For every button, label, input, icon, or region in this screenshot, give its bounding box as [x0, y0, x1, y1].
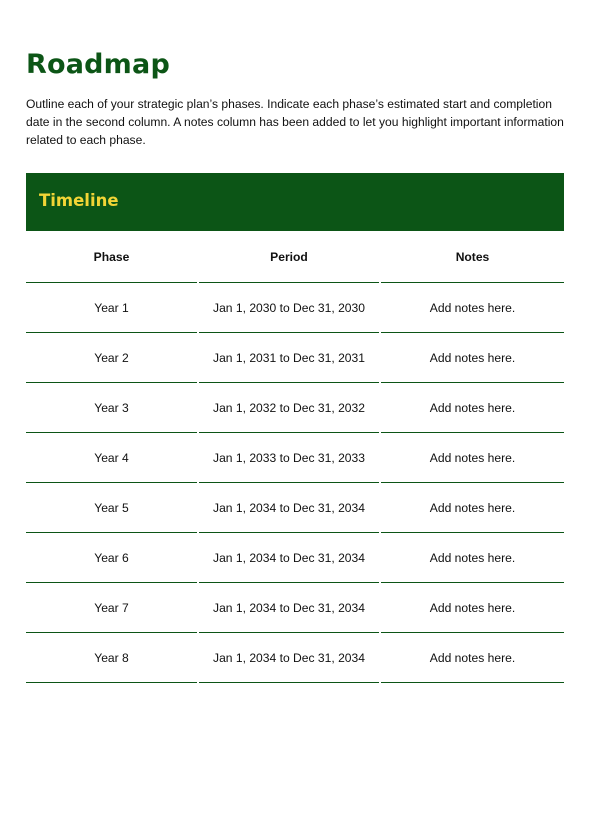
- column-header-phase: Phase: [93, 249, 130, 264]
- period-cell: Jan 1, 2034 to Dec 31, 2034: [198, 533, 380, 583]
- phase-cell: Year 8: [26, 633, 198, 683]
- notes-cell: Add notes here.: [380, 433, 564, 483]
- timeline-title: Timeline: [39, 191, 119, 210]
- period-cell: Jan 1, 2034 to Dec 31, 2034: [198, 483, 380, 533]
- notes-cell: Add notes here.: [380, 283, 564, 333]
- period-cell: Jan 1, 2030 to Dec 31, 2030: [198, 283, 380, 333]
- page-title: Roadmap: [26, 49, 170, 80]
- table-header-row: [26, 231, 564, 283]
- table-row: [26, 633, 564, 683]
- period-cell: Jan 1, 2031 to Dec 31, 2031: [198, 333, 380, 383]
- phase-cell: Year 4: [26, 433, 198, 483]
- intro-paragraph: Outline each of your strategic plan’s phases. Indicate each phase’s estimated start and completion date in the second column. A notes column has been added to let you highlight important information related to each phase.: [26, 97, 564, 147]
- notes-cell: Add notes here.: [380, 533, 564, 583]
- column-header-period: Period: [198, 231, 380, 283]
- period-cell: Jan 1, 2034 to Dec 31, 2034: [198, 583, 380, 633]
- phase-cell: Year 7: [26, 583, 198, 633]
- period-cell: Jan 1, 2032 to Dec 31, 2032: [198, 383, 380, 433]
- phase-cell: Year 2: [26, 333, 198, 383]
- table-row: [26, 483, 564, 533]
- phase-cell: Year 3: [26, 383, 198, 433]
- column-header-notes: Notes: [380, 231, 564, 283]
- notes-cell: Add notes here.: [380, 583, 564, 633]
- notes-cell: Add notes here.: [380, 633, 564, 683]
- table-row: [26, 533, 564, 583]
- period-cell: Jan 1, 2034 to Dec 31, 2034: [198, 633, 380, 683]
- phase-cell: Year 5: [26, 483, 198, 533]
- table-row: [26, 283, 564, 333]
- table-row: [26, 333, 564, 383]
- timeline-header: [26, 173, 564, 231]
- phase-cell: Year 6: [26, 533, 198, 583]
- timeline-table: [26, 231, 564, 683]
- notes-cell: Add notes here.: [380, 383, 564, 433]
- table-row: [26, 583, 564, 633]
- period-cell: Jan 1, 2033 to Dec 31, 2033: [198, 433, 380, 483]
- phase-cell: Year 1: [26, 283, 198, 333]
- table-row: [26, 433, 564, 483]
- notes-cell: Add notes here.: [380, 483, 564, 533]
- table-row: [26, 383, 564, 433]
- notes-cell: Add notes here.: [380, 333, 564, 383]
